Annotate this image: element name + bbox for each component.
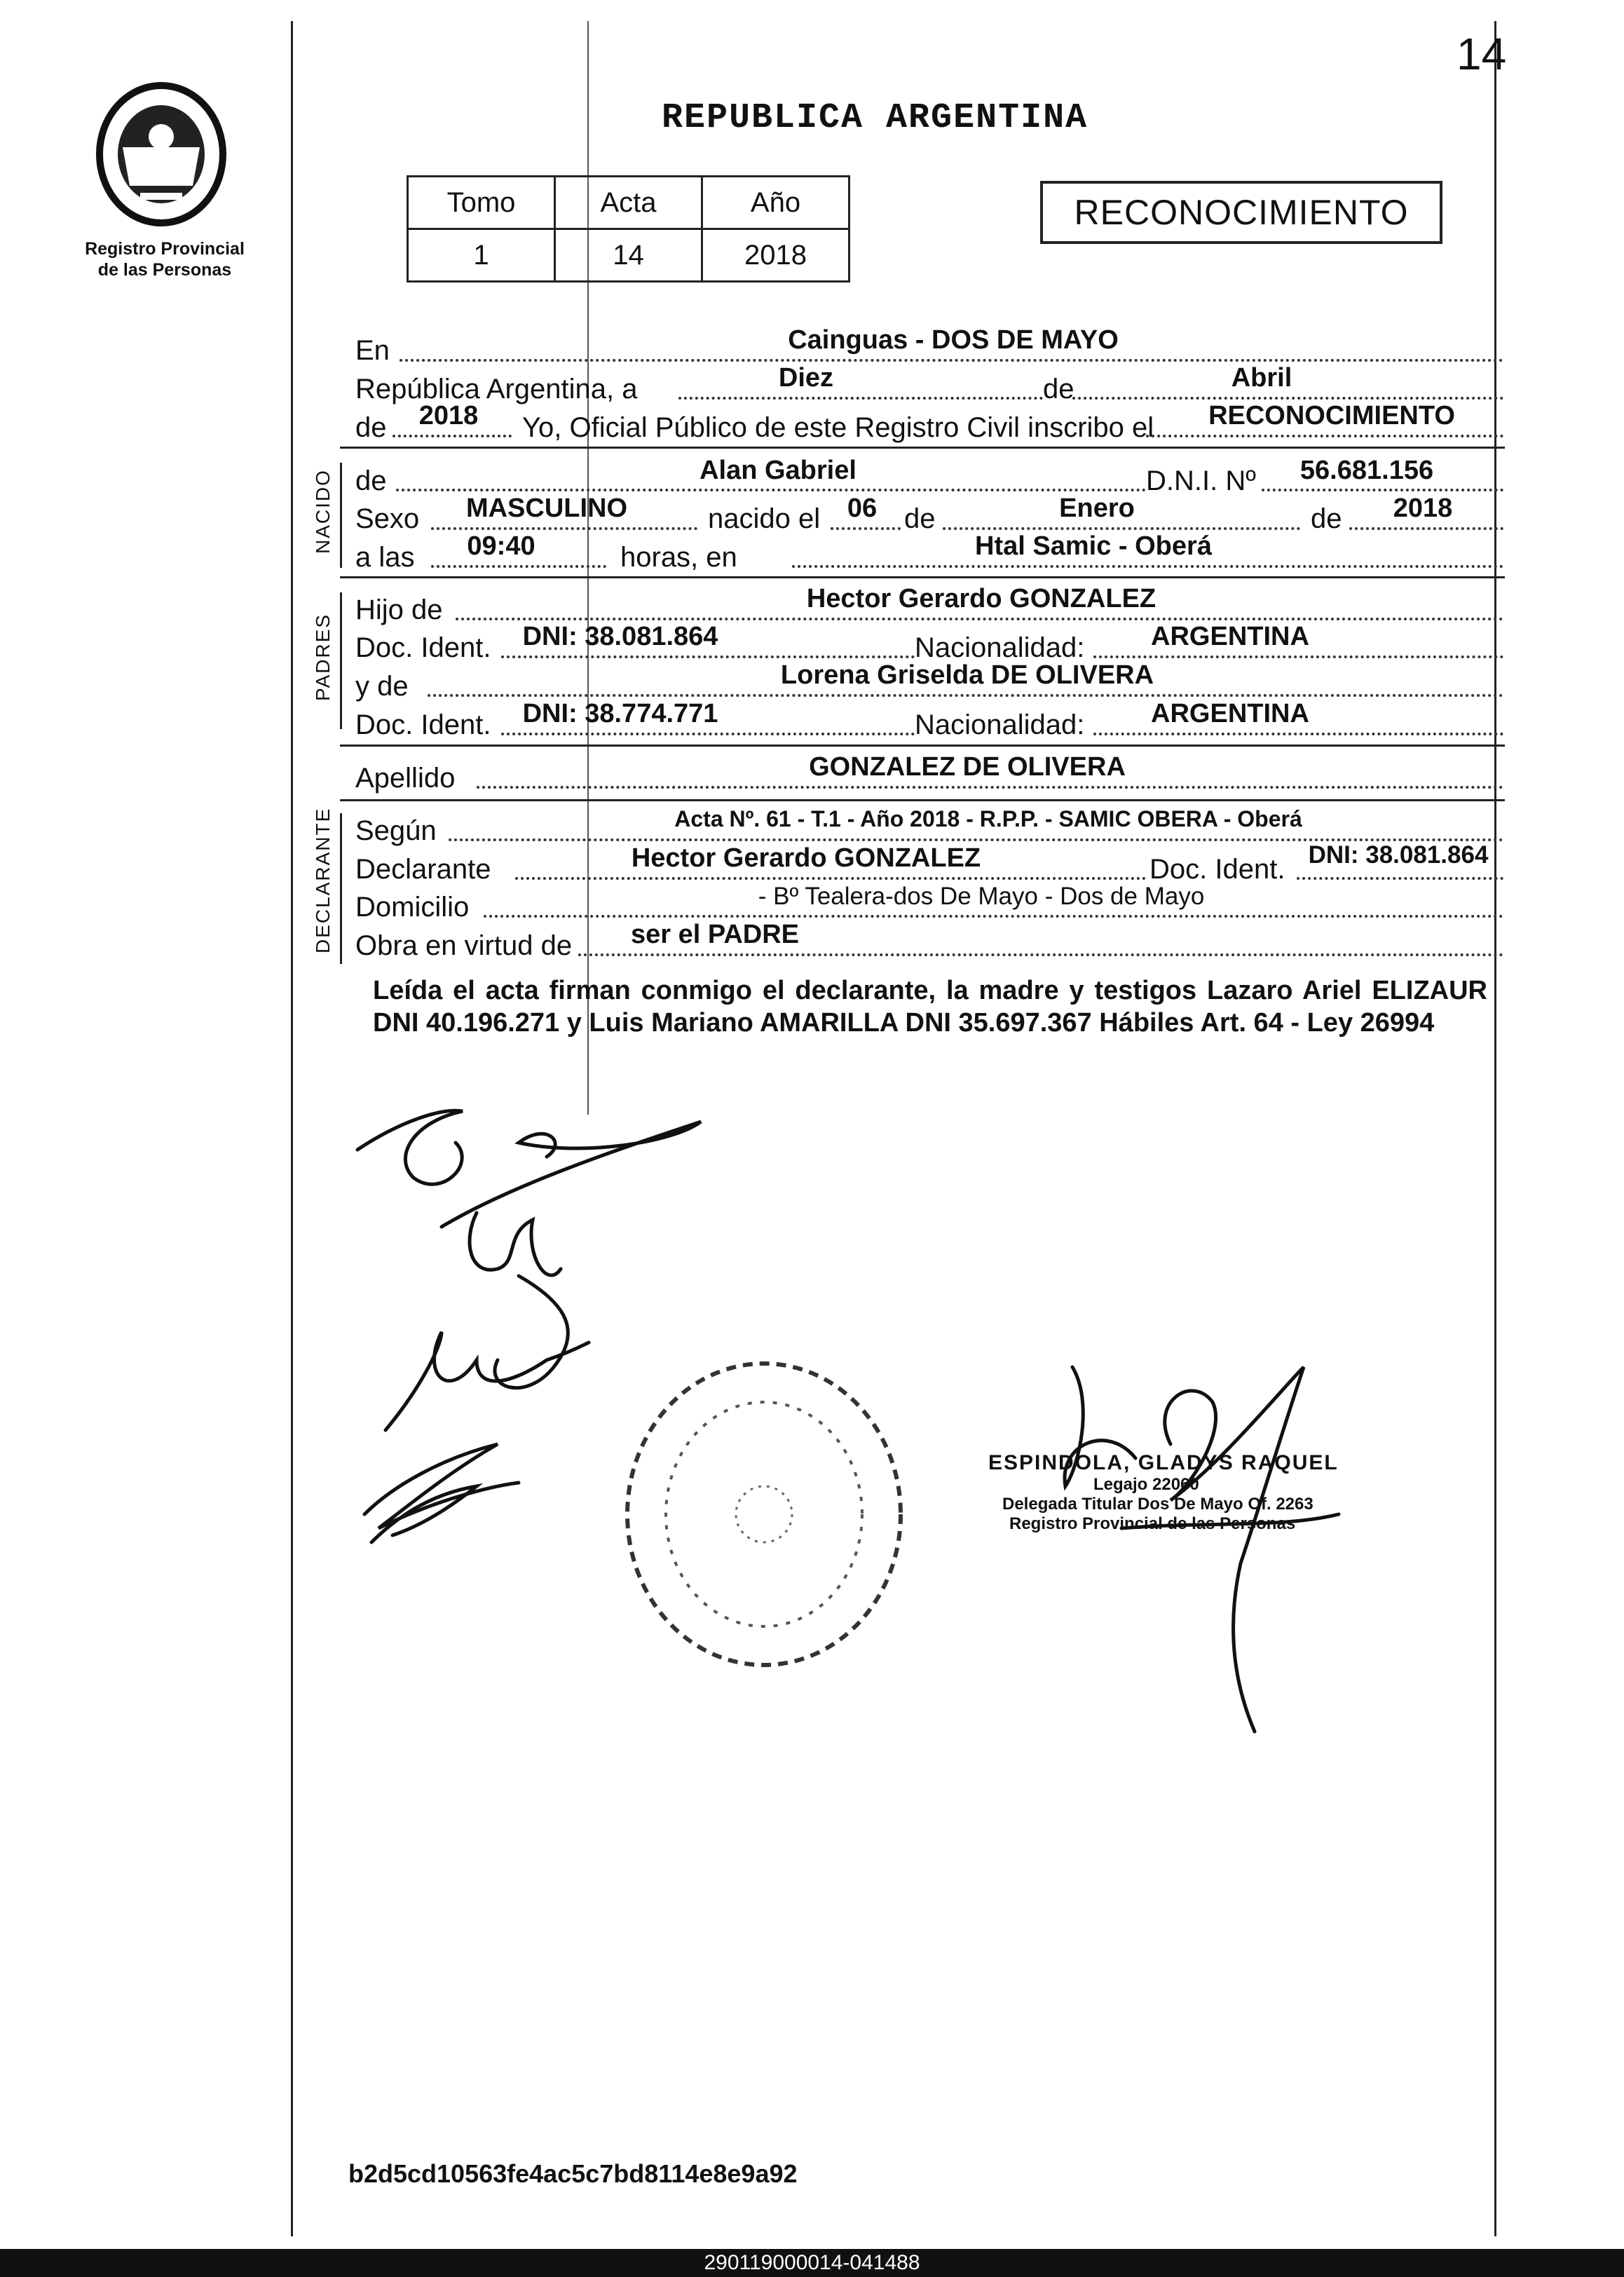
domicile-label: Domicilio [355,892,470,923]
sex-label: Sexo [355,503,420,534]
born-de-label: de [904,503,936,534]
mother-nat: ARGENTINA [1151,699,1309,728]
day-value: Diez [778,363,834,393]
child-name: Alan Gabriel [700,456,857,485]
month-dots [1072,397,1503,400]
declarant-name: Hector Gerardo GONZALEZ [631,843,981,873]
record-type-box: RECONOCIMIENTO [1040,181,1442,244]
mother-doc: DNI: 38.774.771 [522,699,718,728]
dni-label: D.N.I. Nº [1146,465,1256,496]
page-number: 14 [1456,29,1507,79]
father-doc-label: Doc. Ident. [355,632,491,663]
dni-dots [1262,489,1503,491]
time-dots [431,565,606,568]
declarant-label: Declarante [355,854,491,885]
year-dots [393,435,512,437]
segun-value: Acta Nº. 61 - T.1 - Año 2018 - R.P.P. - SAMIC OBERA - Oberá [674,806,1302,831]
padres-bracket [340,592,342,729]
declarante-bracket [340,813,342,964]
day-dots [678,397,1043,400]
time-label: a las [355,542,415,573]
official-name: ESPINDOLA, GLADYS RAQUEL [988,1451,1339,1474]
born-year: 2018 [1393,494,1453,523]
father-nat-label: Nacionalidad: [915,632,1085,663]
official-title: Delegada Titular Dos De Mayo Of. 2263 [1002,1495,1313,1514]
value-acta: 14 [555,229,702,282]
divider-2 [340,576,1505,578]
month-label: de [1043,374,1074,405]
divider-1 [340,447,1505,449]
born-de2-label: de [1311,503,1342,534]
obra-label: Obra en virtud de [355,930,573,961]
segun-label: Según [355,815,437,846]
nacido-bracket [340,463,342,568]
birthplace: Htal Samic - Oberá [975,531,1212,561]
born-month: Enero [1059,494,1135,523]
act-value: RECONOCIMIENTO [1208,401,1455,430]
born-day-dots [831,527,901,530]
father-nat-dots [1093,655,1503,658]
father-doc: DNI: 38.081.864 [522,622,718,651]
right-margin-line [1494,21,1496,2236]
declarant-doc-dots [1297,877,1503,880]
year-value: 2018 [418,401,479,430]
agency-name: Registro Provincial de las Personas [85,239,245,280]
declarant-doc: DNI: 38.081.864 [1308,841,1489,869]
province-seal [91,81,231,235]
place-value: Cainguas - DOS DE MAYO [788,325,1119,355]
year-label: de [355,412,387,443]
obra-value: ser el PADRE [630,920,800,949]
official-round-stamp [617,1353,911,1676]
place-dots [400,359,1503,362]
surname-label: Apellido [355,763,456,794]
name-dots [396,489,1146,491]
padres-label: PADRES [312,613,334,701]
born-day: 06 [847,494,878,523]
mother-nat-label: Nacionalidad: [915,709,1085,740]
place-label: En [355,335,390,366]
declarant-doc-label: Doc. Ident. [1149,854,1285,885]
born-time: 09:40 [467,531,535,561]
child-sex: MASCULINO [465,494,628,523]
official-signature [1051,1360,1360,1739]
official-stamp-text [988,1451,1381,1534]
header-acta: Acta [555,177,702,229]
father-name: Hector Gerardo GONZALEZ [806,584,1156,613]
born-year-dots [1349,527,1503,530]
official-legajo: Legajo 22060 [1093,1475,1199,1494]
divider-4 [340,799,1505,801]
father-label: Hijo de [355,594,443,625]
declarant-dots [515,877,1146,880]
father-doc-dots [501,655,915,658]
footer-code: 290119000014-041488 [0,2249,1624,2277]
mother-name: Lorena Griselda DE OLIVERA [780,660,1154,690]
child-dni: 56.681.156 [1299,456,1434,485]
birthplace-dots [792,565,1503,568]
born-label: nacido el [708,503,821,534]
value-tomo: 1 [408,229,555,282]
document-title: REPUBLICA ARGENTINA [662,98,1089,138]
registry-table [407,175,850,283]
born-month-dots [943,527,1300,530]
act-dots [1146,435,1503,437]
domicile-value: - Bº Tealera-dos De Mayo - Dos de Mayo [758,883,1205,910]
surname-value: GONZALEZ DE OLIVERA [809,752,1126,782]
obra-dots [578,953,1503,956]
declarante-label: DECLARANTE [312,807,334,953]
header-tomo: Tomo [408,177,555,229]
sex-dots [431,527,697,530]
name-label: de [355,465,387,496]
mother-doc-dots [501,733,915,735]
divider-3 [340,745,1505,747]
mother-nat-dots [1093,733,1503,735]
father-dots [456,618,1503,620]
document-hash: b2d5cd10563fe4ac5c7bd8114e8e9a92 [348,2159,798,2188]
father-nat: ARGENTINA [1151,622,1309,651]
mother-label: y de [355,671,409,702]
hours-label: horas, en [620,542,737,573]
surname-dots [477,786,1503,789]
legal-text: Leída el acta firman conmigo el declarante, la madre y testigos Lazaro Ariel ELIZAUR DNI 40.196.271 y Luis Mariano AMARILLA DNI 35.697.367 Hábiles Art. 64 - Ley 26994 [373,976,1487,1038]
mother-dots [428,694,1503,697]
intro-text: Yo, Oficial Público de este Registro Civil inscribo el [522,412,1154,443]
nacido-label: NACIDO [312,469,334,554]
official-org: Registro Provincial de las Personas [1009,1514,1296,1533]
month-value: Abril [1231,363,1292,393]
country-label: República Argentina, a [355,374,638,405]
domicile-dots [484,915,1503,918]
value-ano: 2018 [702,229,849,282]
mother-doc-label: Doc. Ident. [355,709,491,740]
header-ano: Año [702,177,849,229]
left-margin-line [291,21,293,2236]
